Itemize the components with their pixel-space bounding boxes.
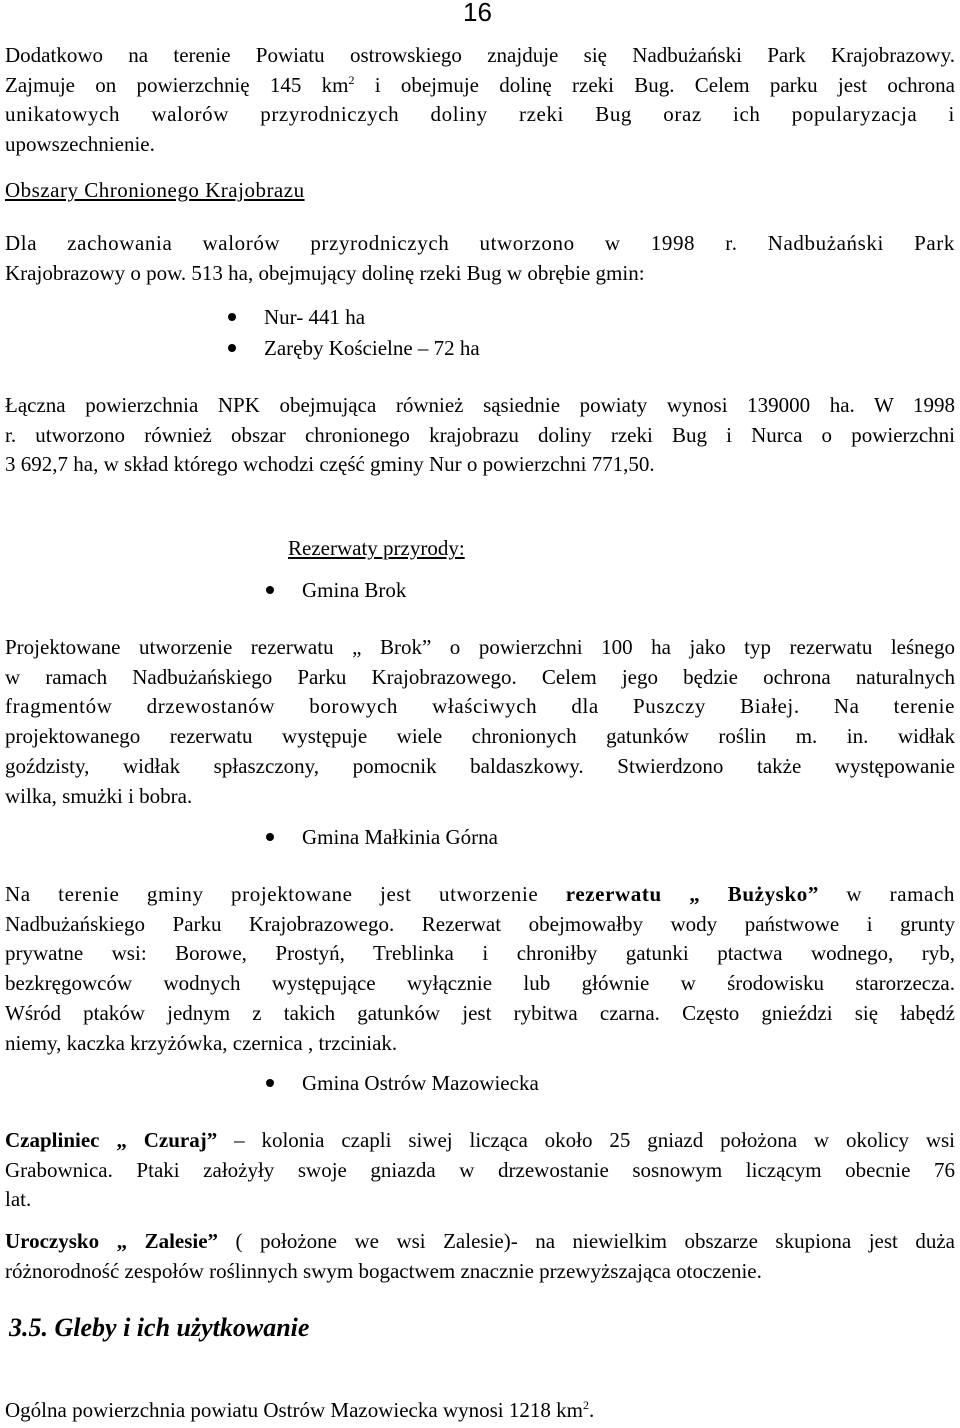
text-line: w ramach Nadbużańskiego Parku Krajobrazowego. Celem jego będzie ochrona naturalnych [5,664,955,689]
paragraph-czapliniec-czuraj [5,1126,955,1215]
text-line: wilka, smużki i bobra. [5,783,193,808]
paragraph-rezerwat-brok [5,633,955,811]
text-line: Ogólna powierzchnia powiatu Ostrów Mazowiecka wynosi 1218 $km^2$. [5,1398,595,1422]
paragraph-uroczysko-zalesie [5,1227,955,1286]
section-title-gleby: 3.5. Gleby i ich użytkowanie [9,1313,310,1342]
text-line: upowszechnienie. [5,132,155,157]
text-line: Grabownica. Ptaki założyły swoje gniazda w drzewostanie sosnowym liczącym obecnie 76 [5,1157,955,1182]
text-line: Krajobrazowy o pow. 513 ha, obejmujący dolinę rzeki Bug w obrębie gmin: [5,260,645,285]
text-line: Dodatkowo na terenie Powiatu ostrowskiego znajduje się Nadbużański Park Krajobrazowy. [5,43,955,67]
text-line: fragmentów drzewostanów borowych właściwych dla Puszczy Białej. Na terenie [5,694,955,719]
text-line: r. utworzono również obszar chronionego krajobrazu doliny rzeki Bug i Nurca o powierzchni [5,422,955,447]
text-line: Uroczysko „ Zalesie” ( położone we wsi Zalesie)- na niewielkim obszarze skupiona jest duża [5,1229,955,1253]
text-line: Wśród ptaków jednym z takich gatunków jest rybitwa czarna. Często gnieździ się łabędź [5,1000,955,1025]
text-line: lat. [5,1187,32,1212]
text-line: różnorodność zespołów roślinnych swym bogactwem znacznie przewyższająca otoczenie. [5,1258,762,1283]
text-line: Czapliniec „ Czuraj” – kolonia czapli siwej licząca około 25 gniazd położona w okolicy wsi [5,1128,955,1152]
text-line: Dla zachowania walorów przyrodniczych utworzono w 1998 r. Nadbużański Park [5,231,955,255]
text-line: bezkręgowców wodnych występujące wyłącznie lub głównie w środowisku starorzecza. [5,971,955,996]
text-line: niemy, kaczka krzyżówka, czernica , trzciniak. [5,1030,398,1055]
bullet-icon [266,1079,274,1087]
paragraph-npk-creation [5,229,955,288]
heading-rezerwaty-przyrody: Rezerwaty przyrody: [288,536,465,560]
text-line: unikatowych walorów przyrodniczych doliny rzeki Bug oraz ich popularyzacja i [5,102,955,127]
paragraph-powierzchnia-powiatu [5,1396,955,1426]
text-line: projektowanego rezerwatu występuje wiele chronionych gatunków roślin m. in. widłak [5,724,955,749]
text-line: Na terenie gminy projektowane jest utworzenie rezerwatu „ Bużysko” w ramach [5,882,955,906]
text-line: Nadbużańskiego Parku Krajobrazowego. Rezerwat obejmowałby wody państwowe i grunty [5,911,955,936]
bullet-icon [228,344,236,352]
bullet-icon [266,833,274,841]
paragraph-rezerwat-buzysko [5,880,955,1058]
text-line: 3 692,7 ha, w skład którego wchodzi część gminy Nur o powierzchni 771,50. [5,452,655,477]
bullet-icon [228,313,236,321]
paragraph-npk-intro [5,41,955,160]
heading-obszary-chronionego-krajobrazu: Obszary Chronionego Krajobrazu [5,178,305,202]
text-line: goździsty, widłak spłaszczony, pomocnik baldaszkowy. Stwierdzono także występowanie [5,753,955,778]
text-line: Zajmuje on powierzchnię 145 $km^2$ i obejmuje dolinę rzeki Bug. Celem parku jest ochrona [5,72,955,97]
page-number: 16 [463,0,492,27]
text-line: prywatne wsi: Borowe, Prostyń, Treblinka i chroniłby gatunki ptactwa wodnego, ryb, [5,941,955,966]
paragraph-npk-area [5,391,955,480]
bullet-icon [266,586,274,594]
text-line: Projektowane utworzenie rezerwatu „ Brok” o powierzchni 100 ha jako typ rezerwatu leśnego [5,635,955,659]
text-line: Łączna powierzchnia NPK obejmująca również sąsiednie powiaty wynosi 139000 ha. W 1998 [5,393,955,417]
